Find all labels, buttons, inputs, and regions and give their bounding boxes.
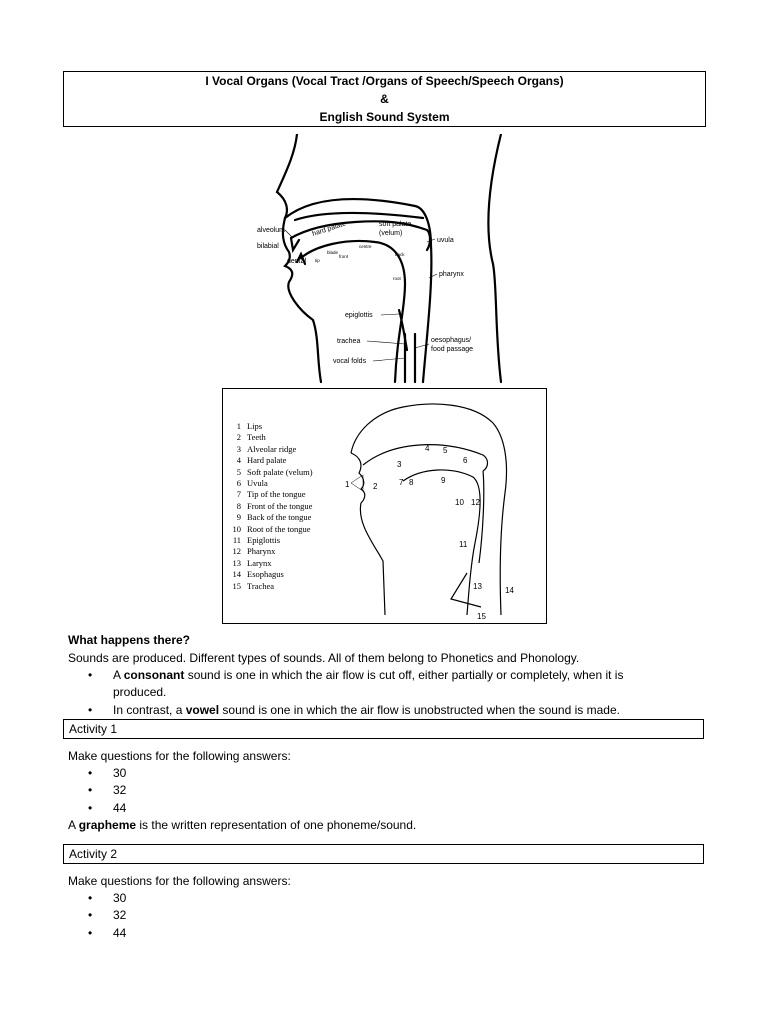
svg-text:15: 15 bbox=[477, 612, 486, 621]
activity-2-answer-2: 32 bbox=[113, 908, 127, 922]
legend-number: 13 bbox=[232, 557, 241, 568]
title-line-1: I Vocal Organs (Vocal Tract /Organs of Speech/Speech Organs) bbox=[205, 74, 564, 88]
svg-text:12: 12 bbox=[471, 498, 480, 507]
bullet-consonant-post: sound is one in which the air flow is cut off, either partially or completely, when it is bbox=[184, 668, 624, 682]
activity-1-answer-2: 32 bbox=[113, 783, 127, 797]
bullet-consonant-pre: A bbox=[113, 668, 124, 682]
legend-item bbox=[229, 489, 313, 500]
bullet-consonant-term: consonant bbox=[123, 668, 185, 682]
legend-label: Soft palate (velum) bbox=[247, 466, 313, 477]
grapheme-post: is the written representation of one phoneme/sound. bbox=[136, 818, 417, 832]
legend-item bbox=[229, 546, 313, 557]
activity-2-bullet-3: • bbox=[88, 926, 93, 940]
numbered-organs-diagram bbox=[222, 388, 547, 624]
label-root: root bbox=[393, 276, 401, 281]
svg-text:13: 13 bbox=[473, 582, 482, 591]
grapheme-term: grapheme bbox=[78, 818, 137, 832]
vocal-tract-drawing bbox=[255, 134, 520, 384]
activity-1-answer-1: 30 bbox=[113, 766, 127, 780]
leader-epiglottis bbox=[381, 314, 399, 315]
legend-label: Lips bbox=[247, 421, 263, 431]
legend-label: Uvula bbox=[247, 478, 268, 489]
label-alveolum: alveolum bbox=[257, 227, 286, 234]
title-box bbox=[63, 71, 706, 127]
legend-number: 15 bbox=[232, 580, 241, 591]
bullet-vowel-pre: In contrast, a bbox=[113, 703, 186, 717]
svg-text:2: 2 bbox=[373, 482, 378, 491]
legend-item bbox=[229, 432, 313, 443]
legend-label: Trachea bbox=[247, 580, 275, 591]
title-line-2: & bbox=[380, 92, 389, 106]
label-pharynx: pharynx bbox=[439, 271, 464, 278]
label-back: back bbox=[395, 252, 405, 257]
label-bilabial: bilabial bbox=[257, 243, 279, 250]
svg-text:6: 6 bbox=[463, 456, 468, 465]
vocal-tract-diagram bbox=[255, 134, 520, 384]
legend-item bbox=[229, 581, 313, 592]
label-hard-palate: hard palate bbox=[311, 220, 347, 238]
legend-item bbox=[229, 569, 313, 580]
section-question: What happens there? bbox=[68, 633, 191, 647]
bullet-vowel-term: vowel bbox=[185, 703, 220, 717]
svg-text:10: 10 bbox=[455, 498, 464, 507]
svg-text:1: 1 bbox=[345, 480, 350, 489]
legend-label: Teeth bbox=[247, 432, 266, 443]
svg-text:11: 11 bbox=[459, 540, 468, 549]
svg-text:8: 8 bbox=[409, 478, 414, 487]
label-epiglottis: epiglottis bbox=[345, 312, 373, 319]
legend-item bbox=[229, 421, 313, 432]
organs-legend bbox=[229, 421, 313, 592]
activity-1-bullet-1: • bbox=[88, 766, 93, 780]
bullet-consonant-text bbox=[113, 667, 623, 684]
label-front: front bbox=[339, 254, 349, 259]
svg-text:7: 7 bbox=[399, 478, 404, 487]
numbered-organs-drawing bbox=[333, 393, 543, 621]
activity-2-bullet-2: • bbox=[88, 908, 93, 922]
label-velum: (velum) bbox=[379, 230, 403, 237]
legend-number: 7 bbox=[236, 489, 241, 500]
legend-label: Pharynx bbox=[247, 546, 276, 557]
grapheme-definition bbox=[68, 817, 416, 834]
legend-item bbox=[229, 467, 313, 478]
activity-1-bullet-2: • bbox=[88, 783, 93, 797]
title-line-3: English Sound System bbox=[319, 110, 450, 124]
legend-number: 1 bbox=[236, 421, 241, 431]
legend-number: 2 bbox=[236, 432, 241, 443]
leader-vocal-folds bbox=[373, 358, 405, 361]
legend-number: 5 bbox=[236, 466, 241, 477]
legend-label: Root of the tongue bbox=[247, 523, 311, 534]
activity-2-prompt: Make questions for the following answers: bbox=[68, 874, 291, 888]
legend-label: Epiglottis bbox=[247, 535, 281, 546]
legend-number: 4 bbox=[236, 455, 241, 466]
bullet-vowel-marker: • bbox=[88, 703, 93, 717]
label-blade: blade bbox=[327, 250, 339, 255]
legend-number: 11 bbox=[232, 535, 241, 546]
legend-item bbox=[229, 444, 313, 455]
legend-number: 8 bbox=[236, 500, 241, 511]
svg-text:4: 4 bbox=[425, 444, 430, 453]
section-intro: Sounds are produced. Different types of sounds. All of them belong to Phonetics and Phonology. bbox=[68, 651, 580, 665]
leader-alveolum bbox=[285, 230, 293, 238]
activity-1-answer-3: 44 bbox=[113, 801, 127, 815]
label-soft-palate: soft palate bbox=[379, 221, 412, 228]
svg-text:14: 14 bbox=[505, 586, 514, 595]
activity-1-prompt: Make questions for the following answers: bbox=[68, 749, 291, 763]
activity-1-bullet-3: • bbox=[88, 801, 93, 815]
activity-1-box: Activity 1 bbox=[63, 719, 704, 739]
legend-number: 14 bbox=[232, 569, 241, 580]
legend-item bbox=[229, 501, 313, 512]
legend-number: 12 bbox=[232, 546, 241, 557]
label-centre: centre bbox=[359, 244, 372, 249]
label-food-passage: food passage bbox=[431, 346, 474, 353]
svg-text:9: 9 bbox=[441, 476, 446, 485]
legend-label: Larynx bbox=[247, 557, 272, 568]
label-dental: dental bbox=[287, 258, 307, 265]
label-vocal-folds: vocal folds bbox=[333, 358, 367, 365]
legend-label: Back of the tongue bbox=[247, 512, 312, 523]
legend-item bbox=[229, 512, 313, 523]
bullet-consonant-line2: produced. bbox=[113, 685, 167, 699]
label-trachea: trachea bbox=[337, 338, 361, 345]
activity-2-bullet-1: • bbox=[88, 891, 93, 905]
legend-item bbox=[229, 455, 313, 466]
label-tip: tip bbox=[315, 258, 320, 263]
legend-label: Esophagus bbox=[247, 569, 284, 580]
legend-label: Alveolar ridge bbox=[247, 443, 297, 454]
legend-item bbox=[229, 558, 313, 569]
activity-2-box: Activity 2 bbox=[63, 844, 704, 864]
legend-item bbox=[229, 524, 313, 535]
label-uvula: uvula bbox=[437, 237, 454, 244]
legend-item bbox=[229, 478, 313, 489]
legend-number: 3 bbox=[236, 443, 241, 454]
legend-number: 6 bbox=[236, 478, 241, 489]
activity-2-answer-3: 44 bbox=[113, 926, 127, 940]
bullet-vowel-post: sound is one in which the air flow is unobstructed when the sound is made. bbox=[219, 703, 620, 717]
legend-item bbox=[229, 535, 313, 546]
grapheme-pre: A bbox=[68, 818, 79, 832]
svg-text:5: 5 bbox=[443, 446, 448, 455]
svg-text:3: 3 bbox=[397, 460, 402, 469]
legend-number: 10 bbox=[232, 523, 241, 534]
legend-number: 9 bbox=[236, 512, 241, 523]
legend-label: Front of the tongue bbox=[247, 500, 313, 511]
activity-2-answer-1: 30 bbox=[113, 891, 127, 905]
bullet-consonant-marker: • bbox=[88, 668, 93, 682]
legend-label: Tip of the tongue bbox=[247, 489, 306, 500]
label-oesophagus: oesophagus/ bbox=[431, 337, 472, 344]
bullet-vowel-text bbox=[113, 702, 620, 719]
legend-label: Hard palate bbox=[247, 455, 287, 466]
